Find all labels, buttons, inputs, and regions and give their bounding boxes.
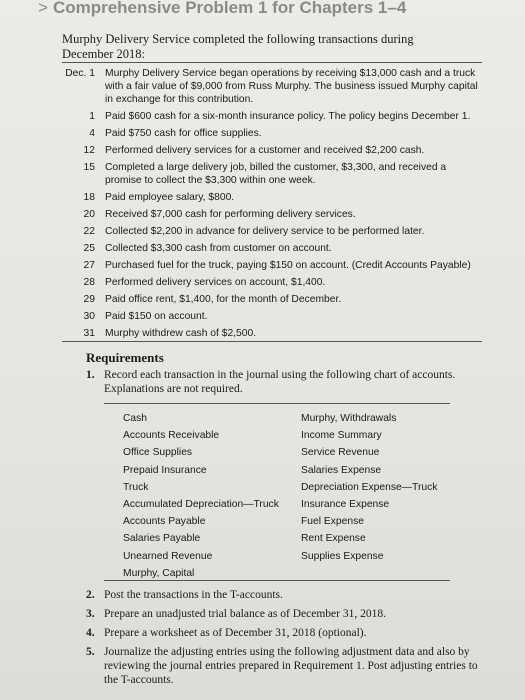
- transaction-date: 30: [83, 310, 95, 322]
- intro-text: Murphy Delivery Service completed the following transactions during December 2018:: [62, 32, 414, 61]
- account-name: Insurance Expense: [301, 499, 390, 511]
- transaction-text: Murphy Delivery Service began operations by receiving $13,000 cash and a truck with a fair value of $9,000 from Russ Murphy. The business issued Murphy capital in exchange for this contribution.: [105, 68, 478, 105]
- account-name: Income Summary: [301, 430, 382, 442]
- transaction-row: [62, 294, 482, 307]
- accounts-column-right: [301, 410, 437, 565]
- requirement-number: 3.: [86, 608, 95, 620]
- transaction-date: 31: [83, 327, 95, 339]
- requirement-text: Post the transactions in the T-accounts.: [104, 589, 283, 601]
- transaction-list: [62, 68, 482, 345]
- transaction-date: 25: [83, 242, 95, 254]
- requirement-number: 5.: [86, 646, 95, 658]
- transaction-row: [62, 277, 482, 290]
- transaction-row: [62, 243, 482, 256]
- requirement-number: 2.: [86, 589, 95, 601]
- transaction-text: Collected $2,200 in advance for delivery service to be performed later.: [105, 225, 425, 237]
- transaction-text: Performed delivery services for a customer and received $2,200 cash.: [105, 144, 425, 156]
- divider-top: [62, 62, 482, 63]
- transaction-text: Paid $150 on account.: [105, 310, 208, 322]
- account-name: Salaries Payable: [123, 533, 201, 545]
- transaction-text: Murphy withdrew cash of $2,500.: [105, 327, 257, 339]
- requirement-item: [86, 645, 481, 687]
- divider-accounts-top: [104, 403, 450, 404]
- transaction-text: Paid $750 cash for office supplies.: [105, 127, 262, 139]
- transaction-text: Purchased fuel for the truck, paying $150 on account. (Credit Accounts Payable): [105, 259, 471, 271]
- transaction-row: [62, 311, 482, 324]
- account-name: Salaries Expense: [301, 464, 382, 476]
- requirement-item: [86, 607, 481, 621]
- account-name: Fuel Expense: [301, 516, 364, 528]
- transaction-date: 4: [89, 127, 95, 139]
- account-name: Rent Expense: [301, 533, 366, 545]
- transaction-date: 1: [89, 110, 95, 122]
- transaction-date: 18: [83, 191, 95, 203]
- transaction-date: 22: [83, 225, 95, 237]
- page-header: [38, 0, 406, 20]
- header-title: Comprehensive Problem 1 for Chapters 1–4: [52, 0, 407, 17]
- requirement-text: Record each transaction in the journal using the following chart of accounts. Explanations are not required.: [104, 369, 456, 395]
- requirement-text: Journalize the adjusting entries using the following adjustment data and also by reviewing the journal entries prepared in Requirement 1. Post adjusting entries to the T-accounts.: [104, 646, 478, 686]
- requirement-item: [86, 588, 481, 602]
- transaction-row: [62, 68, 482, 106]
- transaction-date: Dec. 1: [65, 68, 95, 79]
- account-name: Accounts Receivable: [123, 430, 220, 442]
- transaction-row: [62, 162, 482, 188]
- transaction-text: Completed a large delivery job, billed the customer, $3,300, and received a promise to collect the $3,300 within one week.: [105, 161, 447, 186]
- divider-accounts-bottom: [104, 580, 450, 581]
- transaction-text: Paid employee salary, $800.: [105, 191, 235, 203]
- transaction-date: 29: [83, 293, 95, 305]
- transaction-date: 28: [83, 276, 95, 288]
- account-name: Accumulated Depreciation—Truck: [123, 499, 279, 511]
- requirements-title: Requirements: [86, 350, 164, 365]
- account-name: Prepaid Insurance: [123, 464, 207, 476]
- account-name: Accounts Payable: [123, 516, 206, 528]
- transaction-text: Performed delivery services on account, $1,400.: [105, 276, 326, 288]
- account-name: Murphy, Withdrawals: [301, 413, 397, 424]
- account-name: Cash: [123, 413, 148, 424]
- transaction-date: 27: [83, 259, 95, 271]
- account-name: Office Supplies: [123, 447, 193, 459]
- account-name: Supplies Expense: [301, 550, 384, 562]
- transaction-text: Paid office rent, $1,400, for the month of December.: [105, 293, 342, 305]
- accounts-column-left: [123, 410, 279, 582]
- transaction-row: [62, 192, 482, 205]
- divider-transactions-end: [62, 341, 482, 342]
- account-name: Service Revenue: [301, 447, 380, 459]
- transaction-text: Collected $3,300 cash from customer on account.: [105, 242, 332, 254]
- requirement-text: Prepare an unadjusted trial balance as of December 31, 2018.: [104, 608, 386, 620]
- requirement-text: Prepare a worksheet as of December 31, 2018 (optional).: [104, 627, 367, 639]
- transaction-row: [62, 260, 482, 273]
- requirement-item: [86, 626, 481, 640]
- requirement-number: 1.: [86, 369, 95, 381]
- transaction-row: [62, 145, 482, 158]
- transaction-row: [62, 226, 482, 239]
- chevron-right-icon: >: [38, 0, 48, 17]
- requirement-item: [86, 368, 481, 396]
- transaction-row: [62, 128, 482, 141]
- requirement-number: 4.: [86, 627, 95, 639]
- transaction-date: 15: [83, 161, 95, 173]
- transaction-row: [62, 111, 482, 124]
- account-name: Depreciation Expense—Truck: [301, 481, 438, 493]
- account-name: Unearned Revenue: [123, 550, 213, 562]
- transaction-row: [62, 328, 482, 341]
- account-name: Murphy, Capital: [123, 567, 195, 579]
- transaction-text: Received $7,000 cash for performing delivery services.: [105, 208, 356, 220]
- transaction-date: 12: [83, 144, 95, 156]
- transaction-text: Paid $600 cash for a six-month insurance policy. The policy begins December 1.: [105, 110, 471, 122]
- transaction-date: 20: [83, 208, 95, 220]
- account-name: Truck: [123, 481, 149, 493]
- transaction-row: [62, 209, 482, 222]
